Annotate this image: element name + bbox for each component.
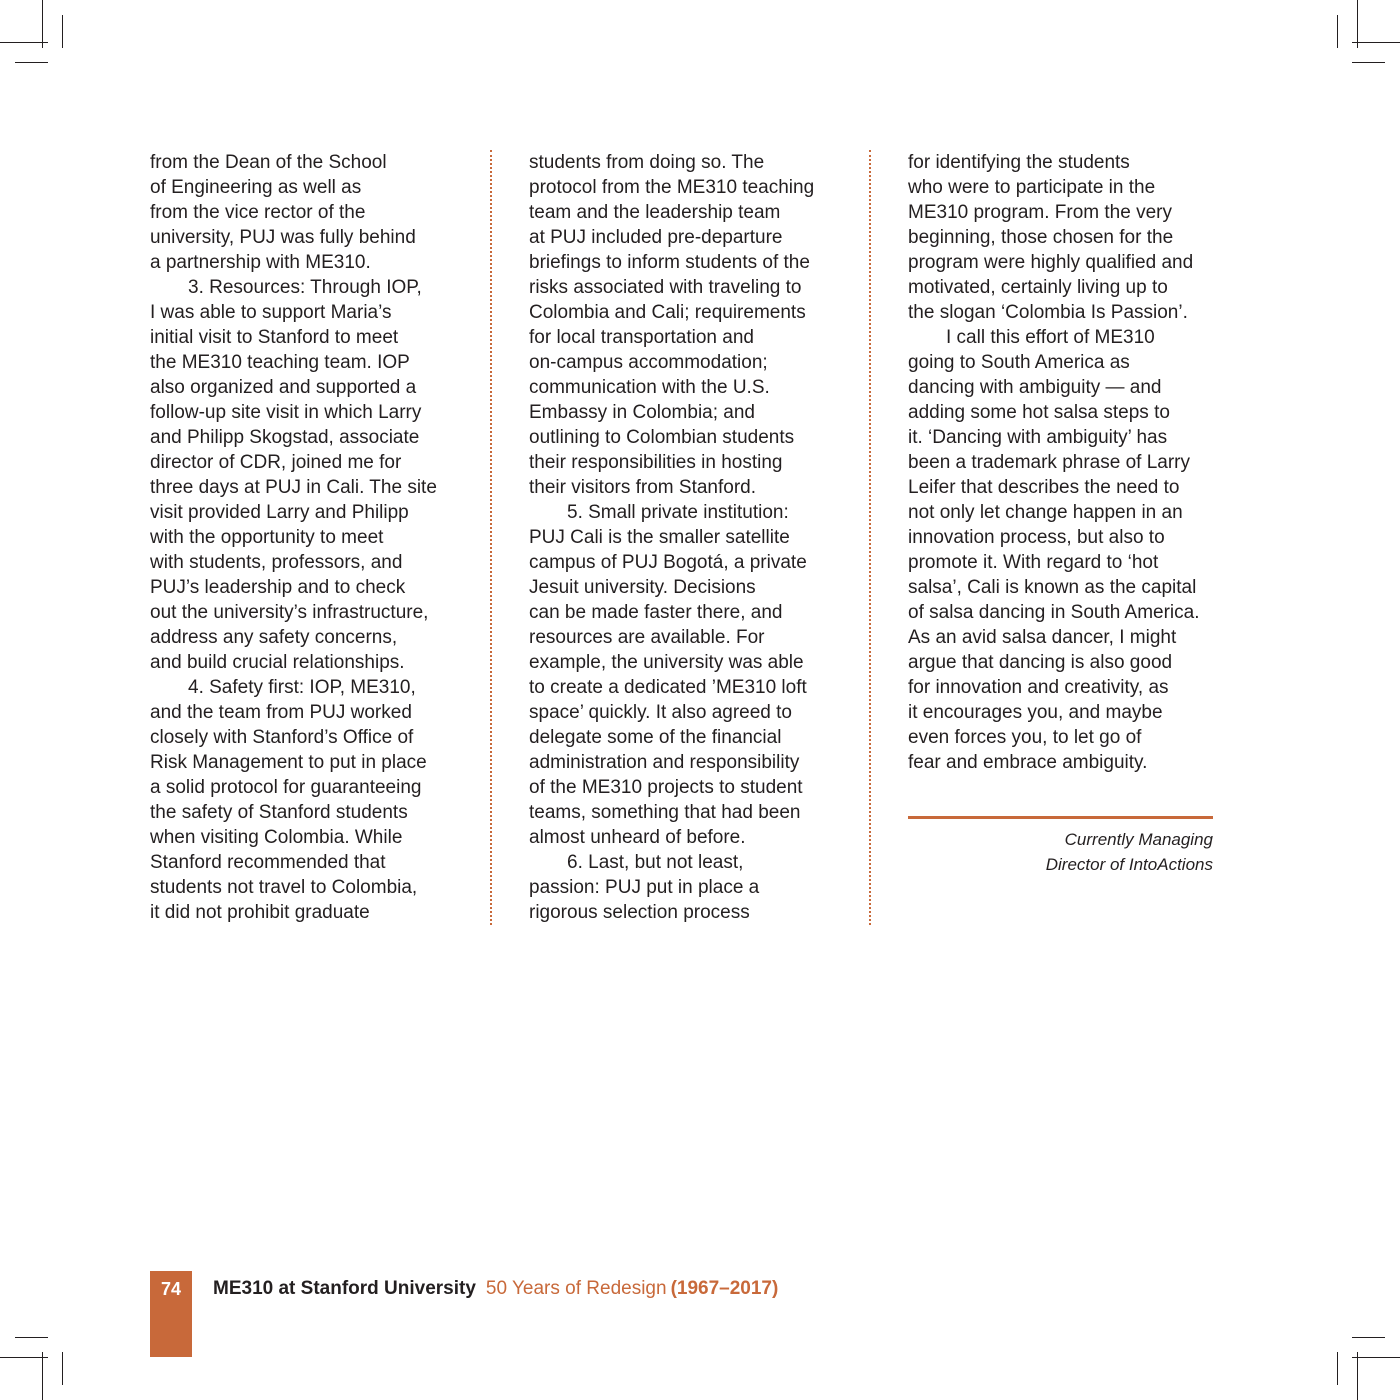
text-line: of Engineering as well as bbox=[150, 177, 362, 198]
text-line: risks associated with traveling to bbox=[529, 277, 802, 298]
text-line: it. ‘Dancing with ambiguity’ has bbox=[908, 427, 1168, 448]
column-divider bbox=[869, 150, 871, 925]
text-line: from the vice rector of the bbox=[150, 202, 366, 223]
text-line: adding some hot salsa steps to bbox=[908, 402, 1170, 423]
text-line: visit provided Larry and Philipp bbox=[150, 502, 409, 523]
text-line: three days at PUJ in Cali. The site bbox=[150, 477, 437, 498]
text-line: space’ quickly. It also agreed to bbox=[529, 702, 792, 723]
text-line: closely with Stanford’s Office of bbox=[150, 727, 414, 748]
signature-line: Director of IntoActions bbox=[1045, 855, 1213, 874]
text-line: university, PUJ was fully behind bbox=[150, 227, 416, 248]
text-line: salsa’, Cali is known as the capital bbox=[908, 577, 1197, 598]
text-line: PUJ’s leadership and to check bbox=[150, 577, 406, 598]
text-line: it encourages you, and maybe bbox=[908, 702, 1163, 723]
text-line: team and the leadership team bbox=[529, 202, 781, 223]
column-divider bbox=[490, 150, 492, 925]
text-line: I was able to support Maria’s bbox=[150, 302, 392, 323]
text-line: a partnership with ME310. bbox=[150, 252, 371, 273]
text-line: 4. Safety first: IOP, ME310, bbox=[188, 677, 416, 698]
publication-subtitle: 50 Years of Redesign bbox=[485, 1278, 667, 1299]
text-line: with the opportunity to meet bbox=[150, 527, 384, 548]
text-line: I call this effort of ME310 bbox=[946, 327, 1155, 348]
text-line: passion: PUJ put in place a bbox=[529, 877, 760, 898]
text-line: rigorous selection process bbox=[529, 902, 750, 923]
text-line: of salsa dancing in South America. bbox=[908, 602, 1200, 623]
text-line: going to South America as bbox=[908, 352, 1130, 373]
text-line: Jesuit university. Decisions bbox=[529, 577, 756, 598]
text-line: been a trademark phrase of Larry bbox=[908, 452, 1190, 473]
text-line: motivated, certainly living up to bbox=[908, 277, 1168, 298]
text-line: program were highly qualified and bbox=[908, 252, 1194, 273]
text-line: Colombia and Cali; requirements bbox=[529, 302, 806, 323]
text-line: at PUJ included pre-departure bbox=[529, 227, 783, 248]
text-line: also organized and supported a bbox=[150, 377, 417, 398]
text-line: and build crucial relationships. bbox=[150, 652, 405, 673]
text-line: students not travel to Colombia, bbox=[150, 877, 418, 898]
text-line: address any safety concerns, bbox=[150, 627, 398, 648]
text-line: Embassy in Colombia; and bbox=[529, 402, 755, 423]
text-line: the slogan ‘Colombia Is Passion’. bbox=[908, 302, 1188, 323]
text-line: Stanford recommended that bbox=[150, 852, 386, 873]
text-line: the ME310 teaching team. IOP bbox=[150, 352, 410, 373]
publication-title: ME310 at Stanford University bbox=[213, 1278, 476, 1299]
text-line: dancing with ambiguity — and bbox=[908, 377, 1162, 398]
text-line: communication with the U.S. bbox=[529, 377, 770, 398]
text-line: 5. Small private institution: bbox=[567, 502, 789, 523]
text-line: a solid protocol for guaranteeing bbox=[150, 777, 422, 798]
text-line: teams, something that had been bbox=[529, 802, 801, 823]
text-line: students from doing so. The bbox=[529, 152, 765, 173]
text-line: initial visit to Stanford to meet bbox=[150, 327, 399, 348]
text-line: even forces you, to let go of bbox=[908, 727, 1142, 748]
text-line: campus of PUJ Bogotá, a private bbox=[529, 552, 807, 573]
text-line: from the Dean of the School bbox=[150, 152, 387, 173]
author-signature bbox=[908, 827, 1213, 877]
text-line: their responsibilities in hosting bbox=[529, 452, 783, 473]
text-line: promote it. With regard to ‘hot bbox=[908, 552, 1159, 573]
text-line: fear and embrace ambiguity. bbox=[908, 752, 1148, 773]
article-column-2 bbox=[529, 150, 849, 925]
text-line: As an avid salsa dancer, I might bbox=[908, 627, 1177, 648]
text-line: 3. Resources: Through IOP, bbox=[188, 277, 422, 298]
text-line: of the ME310 projects to student bbox=[529, 777, 803, 798]
text-line: out the university’s infrastructure, bbox=[150, 602, 429, 623]
text-line: director of CDR, joined me for bbox=[150, 452, 402, 473]
text-line: for identifying the students bbox=[908, 152, 1130, 173]
text-line: administration and responsibility bbox=[529, 752, 800, 773]
text-line: to create a dedicated ’ME310 loft bbox=[529, 677, 807, 698]
text-line: outlining to Colombian students bbox=[529, 427, 795, 448]
text-line: not only let change happen in an bbox=[908, 502, 1183, 523]
text-line: it did not prohibit graduate bbox=[150, 902, 370, 923]
text-line: who were to participate in the bbox=[908, 177, 1156, 198]
text-line: resources are available. For bbox=[529, 627, 765, 648]
text-line: and Philipp Skogstad, associate bbox=[150, 427, 420, 448]
text-line: on-campus accommodation; bbox=[529, 352, 768, 373]
text-line: their visitors from Stanford. bbox=[529, 477, 757, 498]
text-line: beginning, those chosen for the bbox=[908, 227, 1174, 248]
text-line: ME310 program. From the very bbox=[908, 202, 1172, 223]
text-line: can be made faster there, and bbox=[529, 602, 783, 623]
running-footer bbox=[213, 1277, 778, 1301]
text-line: and the team from PUJ worked bbox=[150, 702, 412, 723]
text-line: for innovation and creativity, as bbox=[908, 677, 1169, 698]
text-line: follow-up site visit in which Larry bbox=[150, 402, 422, 423]
signature-line: Currently Managing bbox=[1064, 830, 1213, 849]
text-line: briefings to inform students of the bbox=[529, 252, 810, 273]
signature-rule bbox=[908, 816, 1213, 819]
text-line: 6. Last, but not least, bbox=[567, 852, 744, 873]
text-line: innovation process, but also to bbox=[908, 527, 1165, 548]
text-line: PUJ Cali is the smaller satellite bbox=[529, 527, 790, 548]
text-line: when visiting Colombia. While bbox=[150, 827, 403, 848]
text-line: with students, professors, and bbox=[150, 552, 403, 573]
text-line: delegate some of the financial bbox=[529, 727, 782, 748]
article-column-1 bbox=[150, 150, 470, 925]
page-number-tab bbox=[150, 1271, 192, 1357]
text-line: example, the university was able bbox=[529, 652, 804, 673]
page-number: 74 bbox=[160, 1279, 182, 1299]
text-line: the safety of Stanford students bbox=[150, 802, 408, 823]
text-line: Leifer that describes the need to bbox=[908, 477, 1180, 498]
text-line: almost unheard of before. bbox=[529, 827, 746, 848]
text-line: argue that dancing is also good bbox=[908, 652, 1173, 673]
publication-years: (1967–2017) bbox=[670, 1278, 779, 1299]
text-line: Risk Management to put in place bbox=[150, 752, 427, 773]
text-line: for local transportation and bbox=[529, 327, 754, 348]
article-column-3 bbox=[908, 150, 1228, 775]
text-line: protocol from the ME310 teaching bbox=[529, 177, 815, 198]
